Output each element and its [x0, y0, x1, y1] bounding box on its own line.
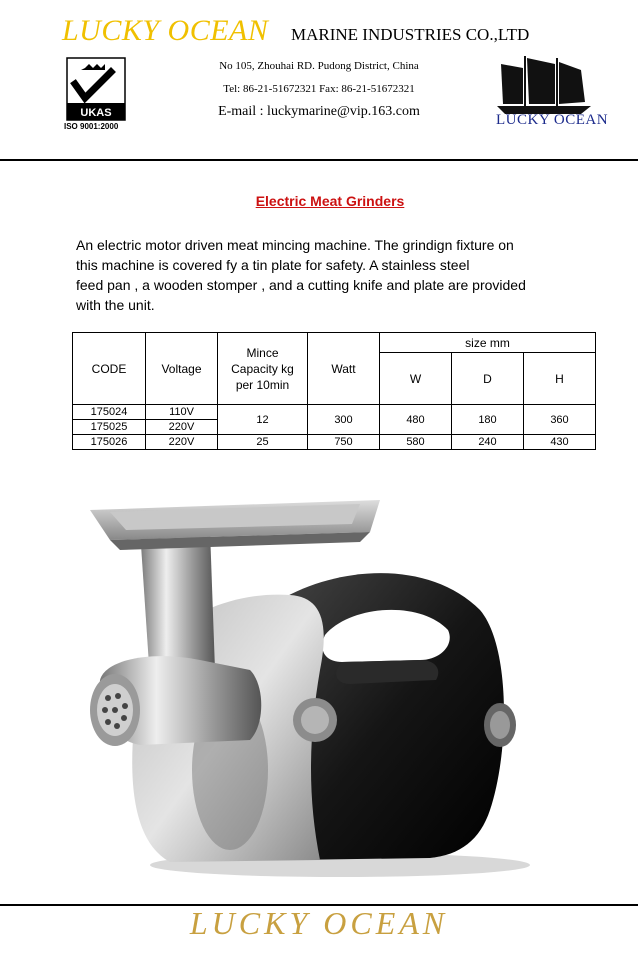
brand-name: LUCKY OCEAN	[62, 14, 269, 47]
cell-h: 360	[524, 405, 596, 435]
cell-d: 180	[452, 405, 524, 435]
header-voltage: Voltage	[146, 333, 218, 405]
cell-code: 175026	[73, 435, 146, 450]
company-name: MARINE INDUSTRIES CO.,LTD	[291, 25, 530, 44]
header-divider	[0, 159, 638, 161]
address-line: No 105, Zhouhai RD. Pudong District, China	[219, 60, 419, 72]
cell-voltage: 220V	[146, 435, 218, 450]
spec-table	[72, 332, 596, 450]
cell-code: 175025	[73, 420, 146, 435]
cell-d: 240	[452, 435, 524, 450]
meat-grinder-image	[80, 470, 530, 890]
header-watt: Watt	[308, 333, 380, 405]
header-w: W	[380, 353, 452, 405]
email-line: E-mail : luckymarine@vip.163.com	[218, 104, 420, 119]
iso-label: ISO 9001:2000	[64, 122, 119, 131]
cell-w: 480	[380, 405, 452, 435]
cell-voltage: 110V	[146, 405, 218, 420]
page-title: Electric Meat Grinders	[255, 193, 405, 209]
description-line: An electric motor driven meat mincing machine. The grindign fixture on	[76, 237, 514, 253]
phone-fax-line: Tel: 86-21-51672321 Fax: 86-21-51672321	[223, 83, 415, 95]
cell-watt: 750	[308, 435, 380, 450]
logo-text: LUCKY OCEAN	[496, 112, 609, 128]
cell-w: 580	[380, 435, 452, 450]
description-line: feed pan , a wooden stomper , and a cutting knife and plate are provided	[76, 277, 526, 293]
table-row	[73, 435, 596, 450]
ukas-label: UKAS	[80, 107, 112, 119]
description-line: with the unit.	[76, 297, 155, 313]
header-code: CODE	[73, 333, 146, 405]
footer-brand: LUCKY OCEAN	[189, 905, 449, 941]
letterhead	[0, 0, 638, 160]
cell-voltage: 220V	[146, 420, 218, 435]
table-row	[73, 405, 596, 420]
header-size: size mm	[380, 333, 596, 353]
header-capacity: Mince Capacity kg per 10min	[218, 333, 308, 405]
header-d: D	[452, 353, 524, 405]
cell-code: 175024	[73, 405, 146, 420]
cell-capacity: 12	[218, 405, 308, 435]
header-h: H	[524, 353, 596, 405]
cell-watt: 300	[308, 405, 380, 435]
product-description	[76, 235, 596, 315]
cell-capacity: 25	[218, 435, 308, 450]
cell-h: 430	[524, 435, 596, 450]
description-line: this machine is covered fy a tin plate for safety. A stainless steel	[76, 257, 470, 273]
